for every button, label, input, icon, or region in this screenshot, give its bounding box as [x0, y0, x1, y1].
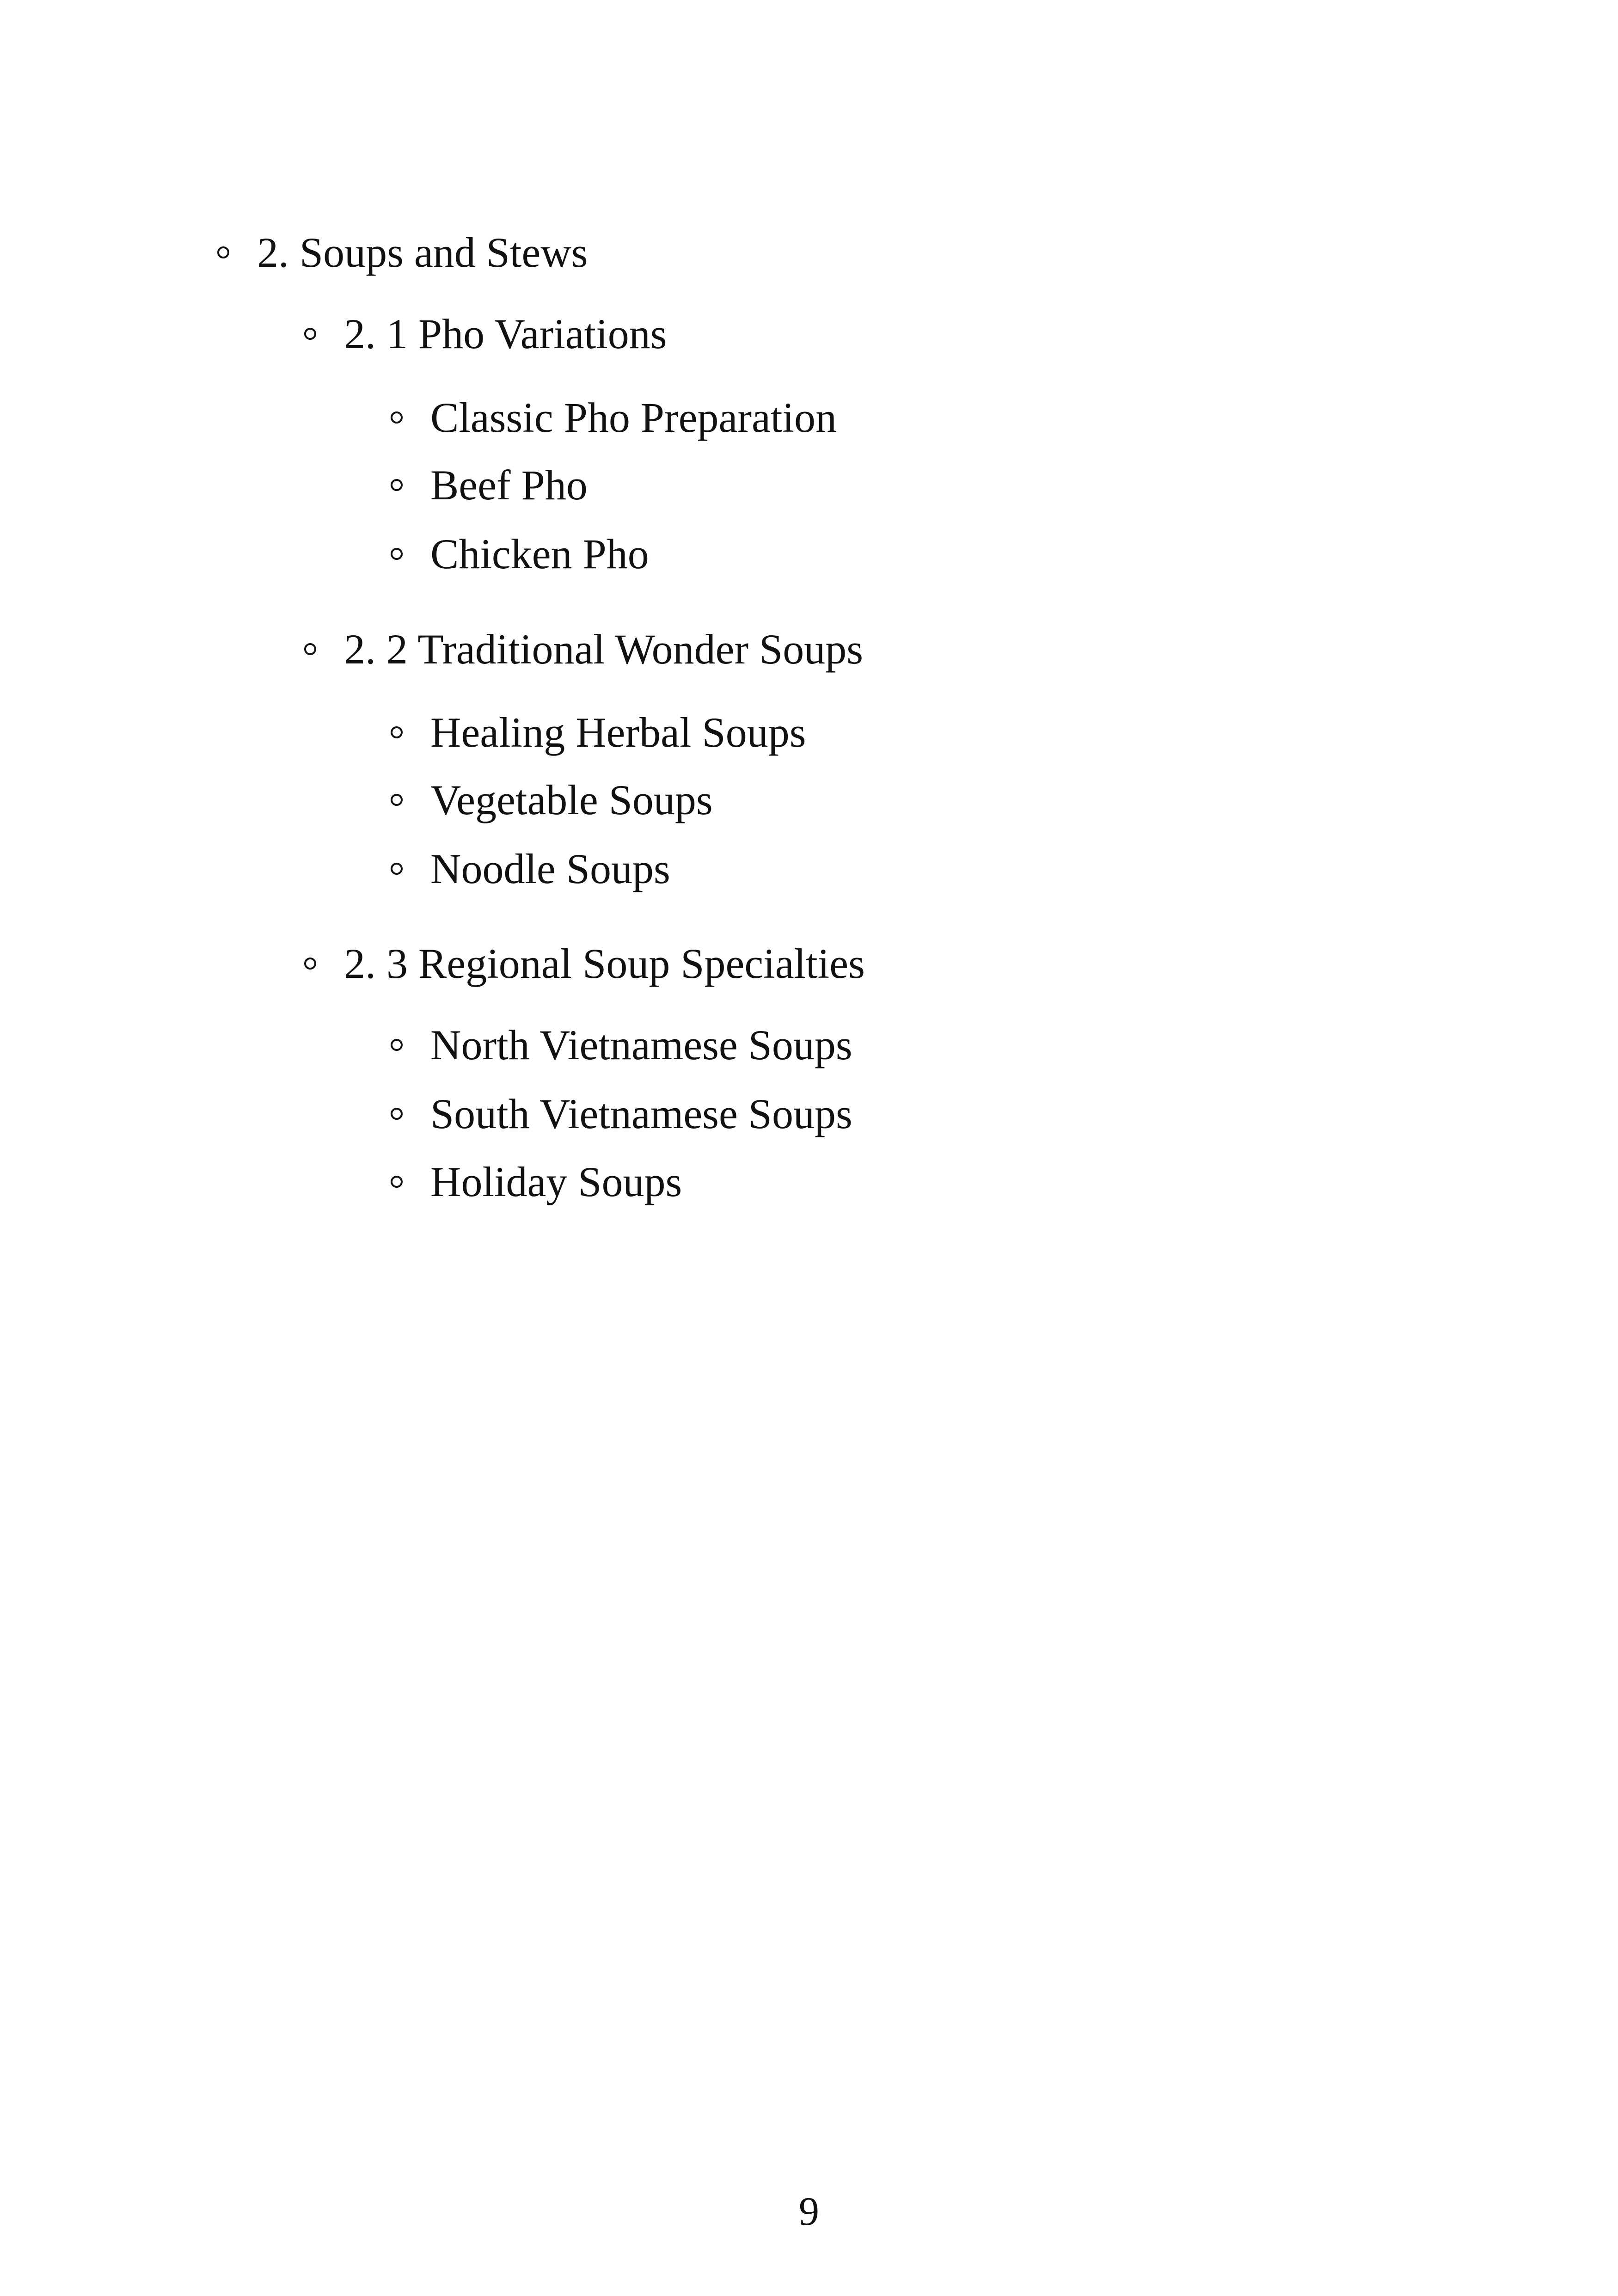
outline-item [391, 461, 588, 509]
hollow-circle-bullet-icon [304, 643, 316, 655]
hollow-circle-bullet-icon [391, 1176, 403, 1188]
outline-item [391, 1090, 852, 1137]
page-number: 9 [799, 2189, 819, 2234]
hollow-circle-bullet-icon [391, 1108, 403, 1120]
outline-item [391, 847, 670, 890]
item-label: Healing Herbal Soups [430, 709, 806, 756]
outline-item [391, 711, 806, 754]
outline-subsection [304, 626, 864, 673]
outline-section [217, 231, 588, 274]
outline-item [391, 776, 713, 823]
hollow-circle-bullet-icon [391, 794, 403, 806]
hollow-circle-bullet-icon [391, 548, 403, 560]
hollow-circle-bullet-icon [391, 1039, 403, 1051]
outline-item [391, 1160, 682, 1203]
outline-item [391, 530, 649, 577]
subsection-heading: 2. 1 Pho Variations [344, 310, 667, 357]
item-label: South Vietnamese Soups [430, 1090, 852, 1137]
item-label: Chicken Pho [430, 530, 649, 577]
outline-subsection [304, 310, 667, 357]
hollow-circle-bullet-icon [304, 958, 316, 970]
section-heading: 2. Soups and Stews [257, 229, 588, 276]
subsection-heading: 2. 2 Traditional Wonder Soups [344, 626, 864, 673]
item-label: Vegetable Soups [430, 776, 713, 823]
hollow-circle-bullet-icon [391, 411, 403, 424]
item-label: Beef Pho [430, 461, 588, 509]
hollow-circle-bullet-icon [391, 726, 403, 738]
item-label: Holiday Soups [430, 1158, 682, 1205]
item-label: Classic Pho Preparation [430, 394, 837, 441]
subsection-heading: 2. 3 Regional Soup Specialties [344, 940, 865, 987]
hollow-circle-bullet-icon [391, 479, 403, 491]
outline-subsection [304, 942, 865, 985]
hollow-circle-bullet-icon [391, 863, 403, 875]
item-label: North Vietnamese Soups [430, 1021, 852, 1068]
hollow-circle-bullet-icon [217, 246, 229, 258]
item-label: Noodle Soups [430, 845, 670, 892]
outline-item [391, 396, 837, 439]
outline-item [391, 1021, 852, 1068]
hollow-circle-bullet-icon [304, 328, 316, 340]
